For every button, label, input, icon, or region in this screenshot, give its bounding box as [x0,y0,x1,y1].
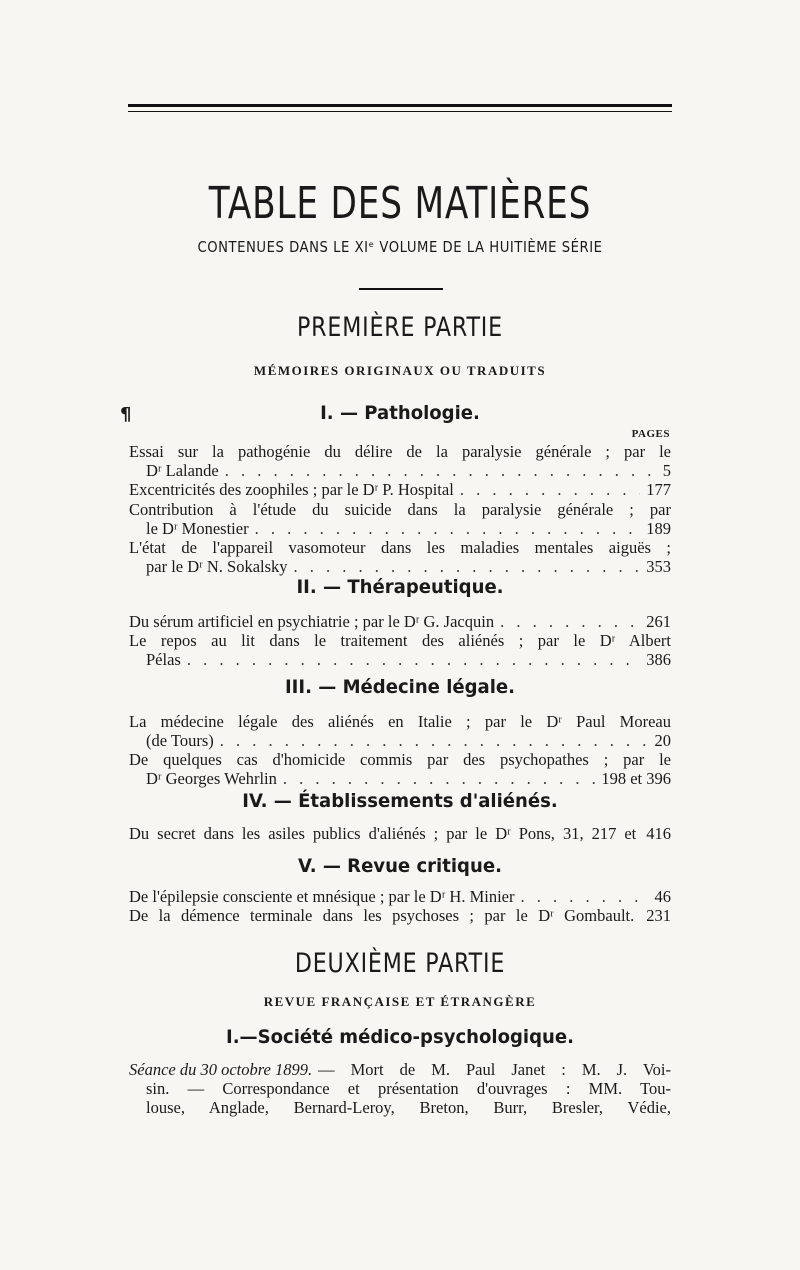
section-heading-societe: I.—Société médico-psychologique. [225,1026,574,1048]
page-title: TABLE DES MATIÈRES [208,178,592,229]
page-number: 416 [646,824,671,843]
toc-entry-line [146,1079,671,1099]
top-rule-thick [128,104,672,107]
leader-dots [500,612,640,632]
section-heading-pathologie: I. — Pathologie. [320,402,480,424]
section-heading-revue-critique: V. — Revue critique. [298,855,502,877]
toc-entry-line [129,612,671,632]
leader-dots [520,887,648,907]
toc-entry-line [146,1098,671,1118]
entry-text: Excentricités des zoophiles ; par le Dʳ P. Hospital [129,480,454,499]
title-divider [359,288,443,290]
entry-text: le Dʳ Monestier [146,519,249,538]
section-heading-medecine-legale: III. — Médecine légale. [284,676,516,698]
page-number: 5 [662,461,671,480]
entry-text: Dʳ Lalande [146,461,219,480]
page-number: 198 et 396 [601,769,671,788]
toc-entry-line [129,712,671,732]
toc-entry-line [129,1060,671,1080]
leader-dots [294,557,641,577]
entry-text: Pélas [146,650,181,669]
page-number: 231 [646,906,671,925]
leader-dots [283,769,595,789]
toc-entry-line [129,538,671,558]
entry-text: Essai sur la pathogénie du délire de la paralysie générale ; par le [129,442,671,461]
leader-dots [220,731,649,751]
toc-entry-line [146,519,671,539]
toc-entry-line [146,650,671,670]
toc-entry-line [146,769,671,789]
leader-dots [187,650,640,670]
entry-text: Dʳ Georges Wehrlin [146,769,277,788]
section-heading-etablissements: IV. — Établissements d'aliénés. [242,790,558,812]
entry-text: sin. — Correspondance et présentation d'ouvrages : MM. Tou- [146,1079,671,1098]
page-number: 177 [646,480,671,499]
page-number: 189 [646,519,671,538]
entry-text: Du sérum artificiel en psychiatrie ; par le Dʳ G. Jacquin [129,612,495,631]
page-number: 20 [654,731,671,750]
leader-dots [225,461,657,481]
seance-date: Séance du 30 octobre 1899. [129,1060,313,1079]
pages-column-label: PAGES [631,428,670,440]
toc-entry-line [129,750,671,770]
entry-text: De quelques cas d'homicide commis par des psychopathes ; par le [129,750,671,769]
toc-entry-line [129,906,671,926]
top-rule-thin [128,111,672,112]
toc-entry-line [146,557,671,577]
entry-text: Du secret dans les asiles publics d'aliénés ; par le Dʳ Pons, 31, 217 et [129,824,637,843]
entry-text: Le repos au lit dans le traitement des aliénés ; par le Dʳ Albert [129,631,671,650]
toc-entry-line [129,500,671,520]
part1-subtitle: MÉMOIRES ORIGINAUX OU TRADUITS [253,363,547,378]
entry-text: louse, Anglade, Bernard-Leroy, Breton, Burr, Bresler, Védie, [146,1098,671,1117]
entry-text: De l'épilepsie consciente et mnésique ; par le Dʳ H. Minier [129,887,515,906]
entry-text: Contribution à l'étude du suicide dans la paralysie générale ; par [129,500,671,519]
entry-text: L'état de l'appareil vasomoteur dans les maladies mentales aiguës ; [129,538,671,557]
leader-dots [460,480,640,500]
entry-text: (de Tours) [146,731,214,750]
toc-entry-line [129,631,671,651]
entry-text: De la démence terminale dans les psychoses ; par le Dʳ Gombault. [129,906,635,925]
entry-text: La médecine légale des aliénés en Italie ; par le Dʳ Paul Moreau [129,712,671,731]
page-number: 386 [646,650,671,669]
toc-entry-line [129,824,671,844]
section-heading-therapeutique: II. — Thérapeutique. [296,576,504,598]
toc-entry-line [129,887,671,907]
part2-subtitle: REVUE FRANÇAISE ET ÉTRANGÈRE [263,994,537,1009]
entry-text: — Mort de M. Paul Janet : M. J. Voi- [318,1060,671,1079]
page-number: 46 [654,887,671,906]
part2-title: DEUXIÈME PARTIE [294,948,506,979]
toc-entry-line [146,461,671,481]
part1-title: PREMIÈRE PARTIE [297,312,503,343]
leader-dots [255,519,641,539]
entry-text: par le Dʳ N. Sokalsky [146,557,288,576]
margin-mark: ¶ [120,404,132,425]
toc-entry-line [146,731,671,751]
toc-entry-line [129,442,671,462]
toc-entry-line [129,480,671,500]
page-number: 261 [646,612,671,631]
page-number: 353 [646,557,671,576]
page-subtitle: CONTENUES DANS LE XIᵉ VOLUME DE LA HUITIÈME SÉRIE [197,238,603,256]
